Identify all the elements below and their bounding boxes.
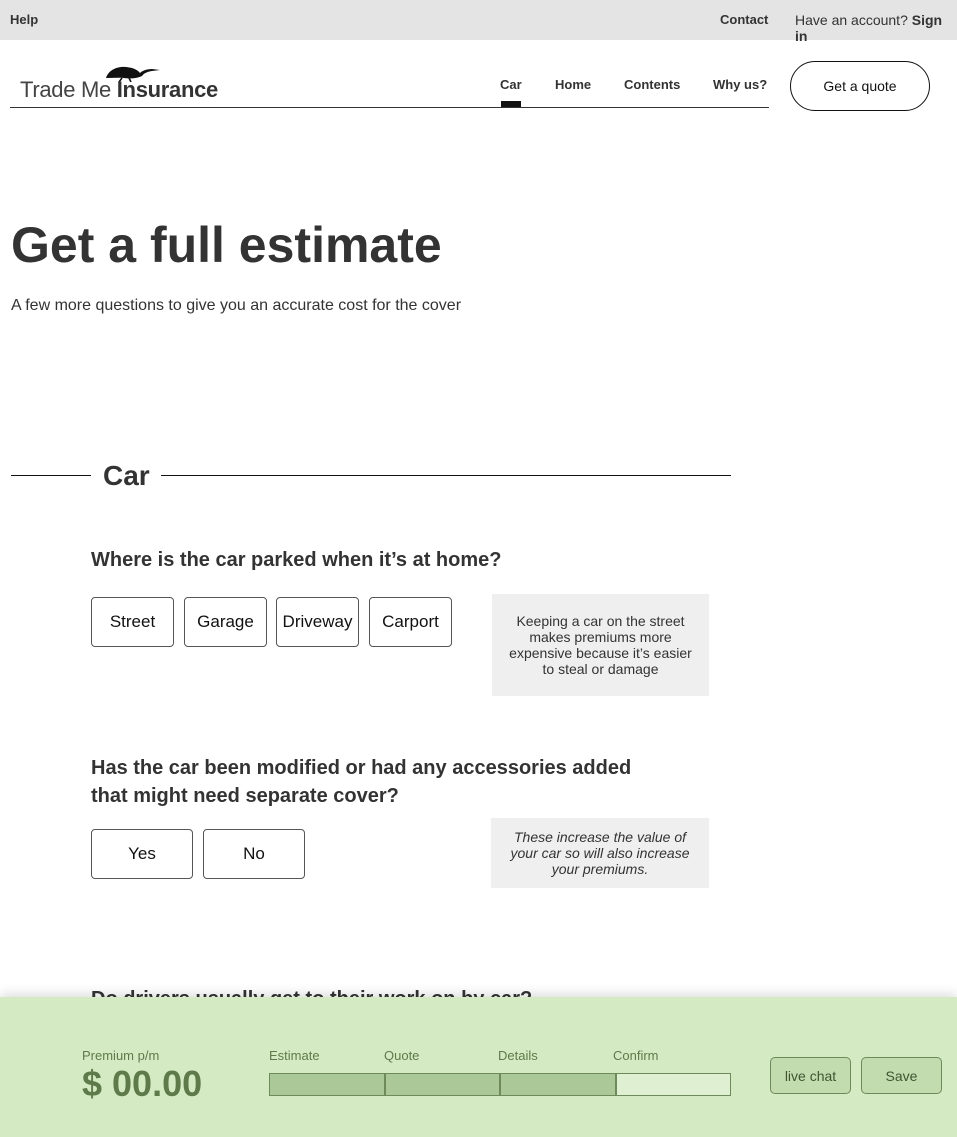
page-title: Get a full estimate	[11, 217, 442, 273]
modifications-tip	[491, 818, 709, 888]
step-label-details: Details	[498, 1048, 538, 1063]
option-garage-button[interactable]: Garage	[184, 597, 267, 647]
account-prompt-text: Have an account?	[795, 12, 908, 28]
step-label-quote: Quote	[384, 1048, 420, 1063]
nav-tab-contents[interactable]: Contents	[624, 77, 681, 92]
page-subtitle: A few more questions to give you an accurate cost for the cover	[11, 297, 462, 314]
header-divider	[10, 107, 769, 108]
option-no-button[interactable]: No	[203, 829, 305, 879]
question-parking: Where is the car parked when it’s at home?	[91, 549, 502, 571]
modifications-tip-text: These increase the value of your car so will also increase your premiums.	[510, 829, 690, 877]
progress-segment-details	[501, 1074, 617, 1095]
help-link[interactable]: Help	[10, 12, 39, 27]
step-label-estimate: Estimate	[269, 1048, 320, 1063]
sign-in-link[interactable]: Sign in	[795, 12, 943, 44]
logo-text-light: Trade Me	[20, 77, 111, 102]
logo-text-bold: Insurance	[116, 77, 218, 102]
option-driveway-button[interactable]: Driveway	[276, 597, 359, 647]
sticky-premium-footer	[0, 997, 957, 1137]
progress-segment-confirm	[617, 1074, 731, 1095]
parking-tip	[492, 594, 709, 696]
logo-text	[20, 77, 218, 103]
option-yes-button[interactable]: Yes	[91, 829, 193, 879]
save-button[interactable]: Save	[861, 1057, 942, 1094]
option-street-button[interactable]: Street	[91, 597, 174, 647]
premium-value: $ 00.00	[82, 1063, 203, 1104]
nav-tab-why-us[interactable]: Why us?	[713, 77, 768, 92]
progress-segment-quote	[386, 1074, 502, 1095]
nav-tab-car[interactable]: Car	[500, 77, 522, 92]
progress-segment-estimate	[270, 1074, 386, 1095]
utility-bar	[0, 0, 957, 44]
option-carport-button[interactable]: Carport	[369, 597, 452, 647]
get-a-quote-button[interactable]: Get a quote	[790, 61, 930, 111]
section-title: Car	[103, 460, 150, 491]
contact-link[interactable]: Contact	[720, 12, 769, 27]
section-divider-left	[11, 475, 91, 476]
question-modifications: Has the car been modified or had any accessories added that might need separate cover?	[91, 757, 632, 807]
parking-tip-text: Keeping a car on the street makes premiums more expensive because it’s easier to steal or damage	[509, 613, 692, 677]
section-divider-right	[161, 475, 731, 476]
progress-bar	[269, 1073, 731, 1096]
trade-me-insurance-logo[interactable]	[20, 62, 220, 102]
premium-label: Premium p/m	[82, 1048, 160, 1063]
step-label-confirm: Confirm	[613, 1048, 659, 1063]
nav-tab-home[interactable]: Home	[555, 77, 592, 92]
live-chat-button[interactable]: live chat	[770, 1057, 851, 1094]
account-prompt	[795, 12, 957, 44]
